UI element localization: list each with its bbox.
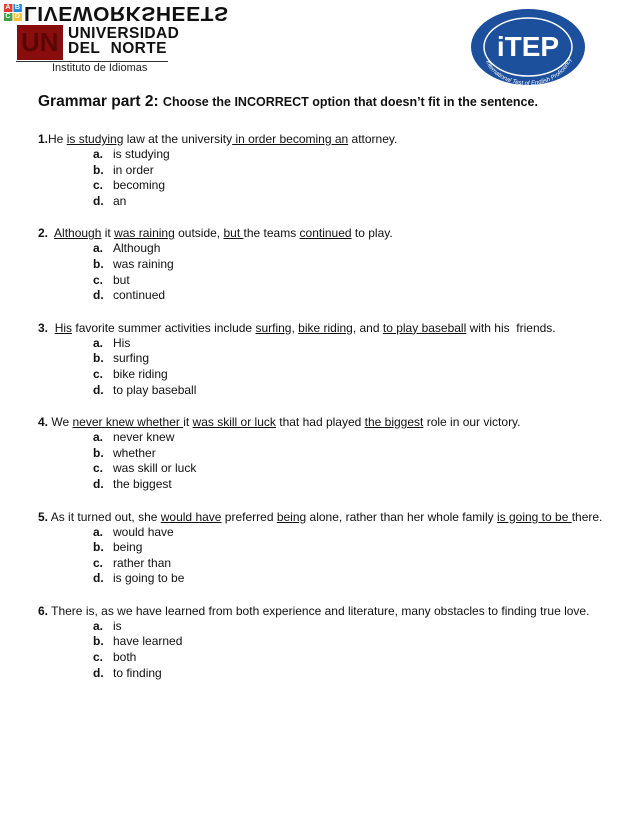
option-letter: a. xyxy=(93,524,104,539)
option-letter: b. xyxy=(93,540,104,555)
option-text: an xyxy=(113,193,127,208)
answer-option[interactable] xyxy=(93,383,618,399)
option-text: both xyxy=(113,650,137,665)
option-text: to finding xyxy=(113,665,162,680)
university-name-line1: UNIVERSIDAD xyxy=(68,25,180,42)
option-text: was skill or luck xyxy=(113,461,197,476)
option-letter: a. xyxy=(93,147,104,161)
underlined-segment: is studying xyxy=(66,132,124,146)
itep-ring-text: International Test of English Proficiency xyxy=(483,57,574,86)
option-text: in order xyxy=(113,162,154,177)
question-stem xyxy=(38,603,618,619)
answer-option[interactable] xyxy=(93,336,618,352)
underlined-segment: His xyxy=(54,320,73,335)
option-text: whether xyxy=(113,445,156,460)
question-number: 2. xyxy=(38,226,49,241)
option-letter: c. xyxy=(93,555,104,570)
option-text: was raining xyxy=(113,256,174,271)
stem-text: , and xyxy=(352,320,383,335)
underlined-segment: Although xyxy=(54,226,102,241)
option-letter: d. xyxy=(93,193,104,208)
option-list xyxy=(93,619,618,681)
option-letter: d. xyxy=(93,382,104,397)
underlined-segment: was skill or luck xyxy=(192,415,276,430)
answer-option[interactable] xyxy=(93,288,618,304)
option-text: to play baseball xyxy=(113,382,197,397)
answer-option[interactable] xyxy=(93,540,618,556)
answer-option[interactable] xyxy=(93,477,618,493)
underlined-segment: surfing xyxy=(255,320,292,335)
answer-option[interactable] xyxy=(93,147,618,163)
answer-option[interactable] xyxy=(93,241,618,257)
underlined-segment: would have xyxy=(160,509,222,524)
underlined-segment: never knew whether xyxy=(72,415,184,430)
option-letter: c. xyxy=(93,272,104,287)
question-5 xyxy=(38,509,618,587)
itep-logo-text: iTEP xyxy=(496,31,560,62)
stem-text: favorite summer activities include xyxy=(72,320,256,335)
stem-text: He xyxy=(48,132,67,146)
stem-text: that had played xyxy=(275,415,365,430)
answer-option[interactable] xyxy=(93,556,618,572)
answer-option[interactable] xyxy=(93,525,618,541)
option-text: bike riding xyxy=(113,366,168,381)
stem-text xyxy=(48,321,55,335)
underlined-segment: to play baseball xyxy=(382,320,467,335)
answer-option[interactable] xyxy=(93,257,618,273)
stem-text: attorney. xyxy=(348,132,398,146)
underlined-segment: but xyxy=(223,226,244,241)
answer-option[interactable] xyxy=(93,619,618,635)
question-stem xyxy=(38,225,618,241)
option-text: the biggest xyxy=(113,476,172,491)
stem-text: preferred xyxy=(221,509,277,524)
stem-text: We xyxy=(48,415,73,430)
university-name-line2: DEL NORTE xyxy=(68,40,167,57)
stem-text: , xyxy=(291,320,299,335)
option-letter: c. xyxy=(93,178,104,193)
option-list xyxy=(93,147,618,209)
stem-text: there. xyxy=(571,509,603,524)
question-stem xyxy=(38,320,618,336)
option-letter: a. xyxy=(93,430,104,445)
answer-option[interactable] xyxy=(93,446,618,462)
answer-option[interactable] xyxy=(93,194,618,210)
option-letter: c. xyxy=(93,461,104,476)
page-header xyxy=(0,0,638,90)
university-logo-icon: UN xyxy=(17,25,63,60)
title-instruction: Choose the INCORRECT option that doesn’t fit in the sentence. xyxy=(162,95,538,109)
stem-text: As it turned out, she xyxy=(48,509,161,524)
stem-text: it xyxy=(183,415,193,430)
question-1 xyxy=(38,131,618,209)
stem-text: role in our victory. xyxy=(423,415,521,430)
stem-text: the teams xyxy=(243,226,300,241)
option-letter: d. xyxy=(93,571,104,586)
option-text: is xyxy=(113,618,122,633)
option-letter: c. xyxy=(93,650,104,665)
stem-text: alone, rather than her whole family xyxy=(306,509,497,524)
option-letter: b. xyxy=(93,634,104,649)
option-letter: d. xyxy=(93,288,104,303)
question-list xyxy=(38,131,618,681)
question-2 xyxy=(38,225,618,303)
answer-option[interactable] xyxy=(93,571,618,587)
underlined-segment: in order becoming an xyxy=(232,132,349,146)
underlined-segment: continued xyxy=(299,226,352,241)
page-title xyxy=(38,93,538,111)
underlined-segment: was raining xyxy=(114,226,175,241)
option-text: being xyxy=(113,540,143,555)
option-list xyxy=(93,430,618,492)
question-number: 4. xyxy=(38,415,49,430)
answer-option[interactable] xyxy=(93,666,618,682)
option-text: have learned xyxy=(113,634,183,649)
underlined-segment: being xyxy=(276,509,307,524)
answer-option[interactable] xyxy=(93,367,618,383)
question-6 xyxy=(38,603,618,681)
option-text: rather than xyxy=(113,555,172,570)
answer-option[interactable] xyxy=(93,430,618,446)
answer-option[interactable] xyxy=(93,163,618,179)
option-list xyxy=(93,241,618,303)
underlined-segment: bike riding xyxy=(298,320,353,335)
institute-name: Instituto de Idiomas xyxy=(52,62,148,74)
watermark-blocks-icon: A B C D xyxy=(5,4,21,20)
question-number: 6. xyxy=(38,603,49,618)
answer-option[interactable] xyxy=(93,351,618,367)
option-letter: a. xyxy=(93,241,104,256)
itep-logo-icon xyxy=(470,8,586,86)
question-3 xyxy=(38,320,618,398)
question-number: 3. xyxy=(38,320,49,335)
answer-option[interactable] xyxy=(93,273,618,289)
option-text: is studying xyxy=(113,147,170,161)
liveworksheets-watermark xyxy=(4,1,228,24)
option-letter: a. xyxy=(93,618,104,633)
underlined-segment: the biggest xyxy=(364,415,424,430)
option-text: becoming xyxy=(113,178,166,193)
option-letter: d. xyxy=(93,665,104,680)
option-letter: b. xyxy=(93,162,104,177)
option-letter: d. xyxy=(93,476,104,491)
stem-text: There is, as we have learned from both experience and literature, many obstacles to finding true love. xyxy=(48,603,590,618)
option-text: but xyxy=(113,272,130,287)
option-list xyxy=(93,336,618,398)
answer-option[interactable] xyxy=(93,461,618,477)
option-letter: b. xyxy=(93,445,104,460)
stem-text: to play. xyxy=(351,226,393,241)
stem-text: law at the university xyxy=(123,132,233,146)
option-letter: b. xyxy=(93,256,104,271)
underlined-segment: is going to be xyxy=(496,509,572,524)
answer-option[interactable] xyxy=(93,634,618,650)
option-text: continued xyxy=(113,288,166,303)
question-4 xyxy=(38,414,618,492)
university-name xyxy=(68,26,179,56)
title-main: Grammar part 2: xyxy=(38,93,163,110)
question-number: 1. xyxy=(38,132,49,146)
option-list xyxy=(93,525,618,587)
watermark-text: LIVEWORKSHEETS xyxy=(23,2,229,24)
option-text: never knew xyxy=(113,430,175,445)
option-text: would have xyxy=(113,524,174,539)
option-letter: b. xyxy=(93,351,104,366)
option-letter: a. xyxy=(93,335,104,350)
stem-text: outside, xyxy=(174,226,224,241)
stem-text: it xyxy=(101,226,115,241)
option-letter: c. xyxy=(93,366,104,381)
option-text: is going to be xyxy=(113,571,185,586)
option-text: His xyxy=(113,335,131,350)
stem-text: with his friends. xyxy=(466,320,556,335)
option-text: surfing xyxy=(113,351,150,366)
question-stem xyxy=(38,131,618,147)
question-number: 5. xyxy=(38,509,49,524)
question-stem xyxy=(38,509,618,525)
option-text: Although xyxy=(113,241,161,256)
answer-option[interactable] xyxy=(93,178,618,194)
answer-option[interactable] xyxy=(93,650,618,666)
question-stem xyxy=(38,414,618,430)
